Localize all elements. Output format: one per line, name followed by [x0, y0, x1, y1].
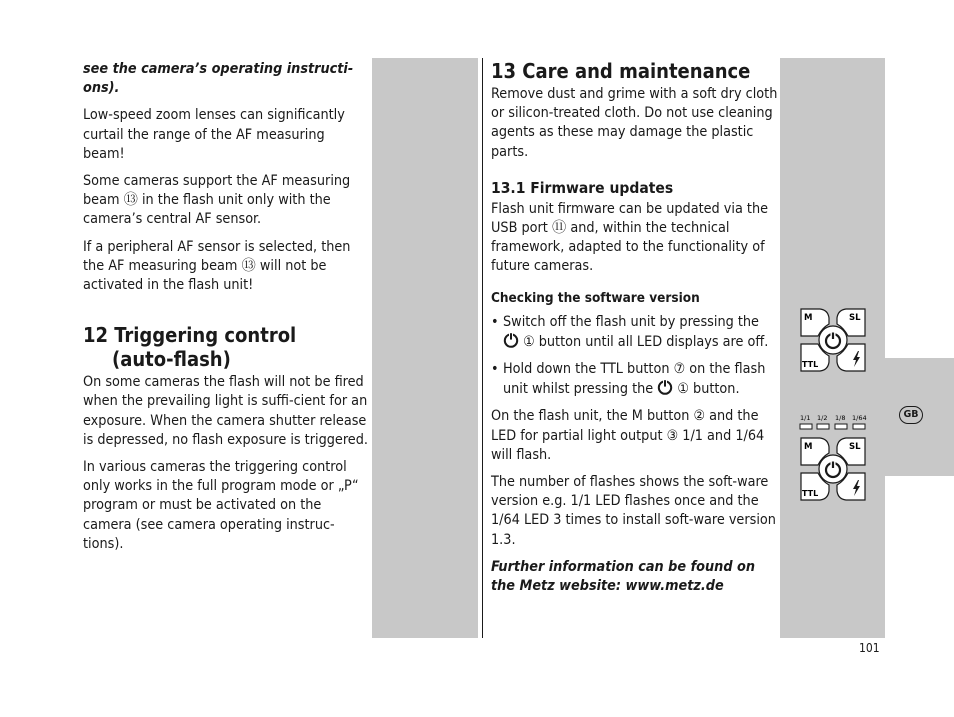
- paragraph: On the flash unit, the M button ② and the LED for partial light output ③ 1/1 and 1/64 will flash.: [491, 408, 765, 463]
- reference-number: ⑬: [241, 257, 256, 274]
- led-label: 1/64: [852, 414, 867, 422]
- reference-number: ⑪: [551, 220, 567, 237]
- sl-label: SL: [849, 442, 861, 452]
- m-label: M: [804, 442, 813, 452]
- paragraph: On some cameras the flash will not be fired when the prevailing light is suffi-cient for an exposure. When the camera shutter release is depressed, no flash exposure is triggered.: [83, 374, 368, 448]
- language-badge: GB: [899, 406, 923, 424]
- led-label: 1/8: [835, 414, 846, 422]
- margin-bar-center: [372, 58, 478, 638]
- ttl-label: TTL: [802, 489, 819, 498]
- reference-number: ⑦: [673, 361, 686, 378]
- led-label: 1/1: [800, 414, 811, 422]
- paragraph: In various cameras the triggering control only works in the full program mode or „P“ program or must be activated on the camera (see camera operating instruc-tions).: [83, 459, 359, 552]
- closing-note: Further information can be found on the Metz website: www.metz.de: [491, 558, 755, 595]
- led-indicator: [853, 424, 865, 429]
- power-icon: [503, 332, 519, 348]
- led-label: 1/2: [817, 414, 828, 422]
- section-12-heading: 12 Triggering control (auto-flash): [83, 323, 297, 372]
- paragraph: Low-speed zoom lenses can significantly curtail the range of the AF measuring beam!: [83, 107, 345, 162]
- power-button-outline: [819, 455, 847, 483]
- right-column: [491, 59, 779, 604]
- control-panel-diagram-top: [798, 306, 868, 374]
- column-divider: [482, 58, 483, 638]
- reference-number: ②: [693, 408, 705, 425]
- reference-number: ①: [677, 381, 689, 398]
- paragraph: If a peripheral AF sensor is selected, then the AF measuring beam ⑬ will not be activated in the flash unit!: [83, 238, 351, 294]
- paragraph: Flash unit firmware can be updated via the USB port ⑪ and, within the technical framework, adapted to the functionality of future cameras.: [491, 200, 769, 275]
- section-13-heading: 13 Care and maintenance: [491, 59, 751, 83]
- reference-number: ①: [523, 333, 535, 350]
- led-indicator: [817, 424, 829, 429]
- reference-number: ⑬: [123, 192, 138, 209]
- page-number: 101: [859, 641, 880, 655]
- subheading: Checking the software version: [491, 289, 700, 306]
- left-column: [83, 60, 369, 562]
- paragraph: The number of flashes shows the soft-ware version e.g. 1/1 LED flashes once and the 1/64 LED 3 times to install soft-ware version 1.3.: [491, 474, 776, 548]
- sl-label: SL: [849, 313, 861, 323]
- section-13-1-heading: 13.1 Firmware updates: [491, 178, 674, 197]
- led-indicator: [835, 424, 847, 429]
- list-item: • Hold down the TTL button ⑦ on the flash unit whilst pressing the ① button.: [491, 361, 766, 398]
- bullet: •: [491, 361, 499, 378]
- m-label: M: [804, 313, 813, 323]
- paragraph: Some cameras support the AF measuring beam ⑬ in the flash unit only with the camera’s central AF sensor.: [83, 173, 351, 228]
- ttl-label: TTL: [802, 360, 819, 369]
- intro-note: see the camera’s operating instructi-ons).: [83, 61, 354, 97]
- paragraph: Remove dust and grime with a soft dry cloth or silicon-treated cloth. Do not use cleaning agents as these may damage the plastic parts.: [491, 86, 778, 160]
- bullet: •: [491, 313, 499, 330]
- led-indicator: [800, 424, 812, 429]
- power-icon: [657, 379, 673, 395]
- list-item: • Switch off the flash unit by pressing the ① button until all LED displays are off.: [491, 313, 769, 350]
- control-panel-diagram-bottom: [798, 435, 868, 503]
- led-strip: [798, 411, 872, 433]
- reference-number: ③: [666, 427, 679, 444]
- power-button-outline: [819, 326, 847, 354]
